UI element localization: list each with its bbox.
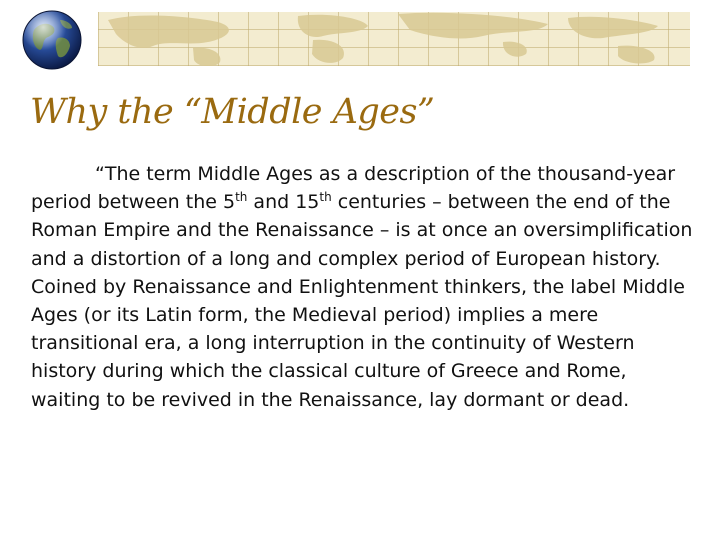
slide-title: Why the “Middle Ages”	[30, 92, 435, 132]
superscript-th-2: th	[319, 190, 332, 205]
body-text-part-3: centuries – between the end of the Roman Empire and the Renaissance – is at once an oversimplification and a distortion of a long and complex period of European history. Coined by Renaissance and Enlightenment thinkers, the label Middle Ages (or its Latin form, the Medieval period) implies a mere transitional era, a long interruption in the continuity of Western history during which the classical culture of Greece and Rome, waiting to be revived in the Renaissance, lay dormant or dead.	[31, 191, 693, 411]
superscript-th-1: th	[235, 190, 248, 205]
world-map-banner	[98, 12, 690, 66]
body-text-part-2: and 15	[247, 191, 320, 214]
globe-icon	[20, 8, 84, 72]
world-map-shapes	[98, 12, 690, 66]
body-text-part-1: “The term Middle Ages as a description of the thousand-year period between the 5	[31, 163, 676, 214]
body-paragraph	[31, 160, 699, 414]
